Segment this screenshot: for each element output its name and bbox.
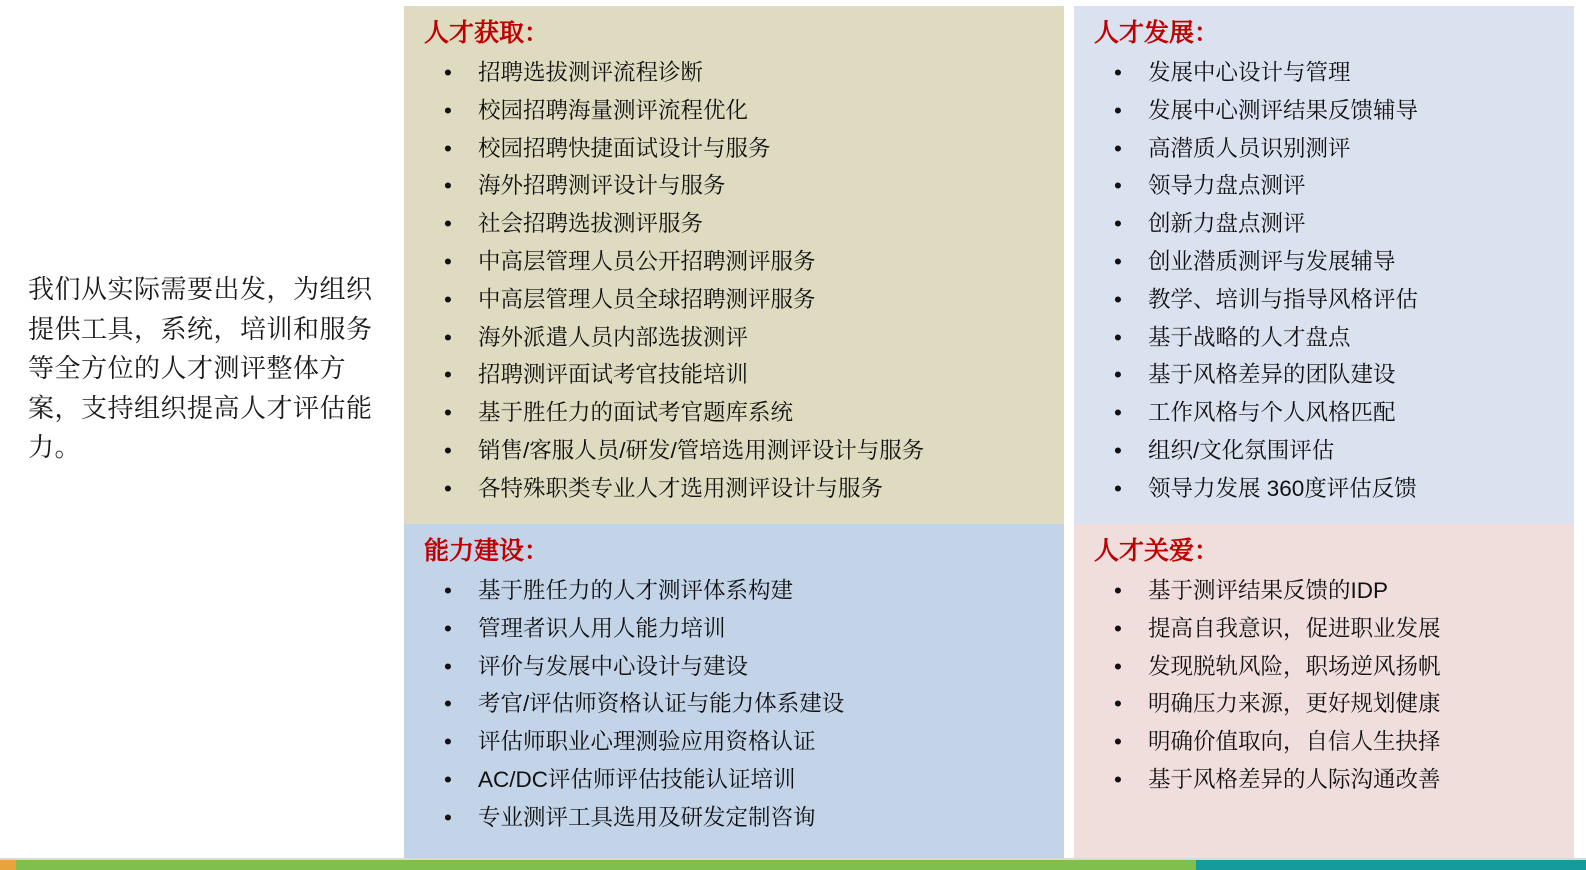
list-item-label: 评估师职业心理测验应用资格认证	[478, 729, 816, 755]
bullet-icon: •	[1114, 324, 1122, 350]
list-item	[422, 799, 1046, 837]
list-item	[422, 761, 1046, 799]
list-item	[1092, 130, 1556, 168]
bullet-icon: •	[1114, 475, 1122, 501]
list-item-label: 校园招聘快捷面试设计与服务	[478, 135, 771, 161]
list-item	[422, 685, 1046, 723]
bullet-icon: •	[444, 286, 452, 312]
list-item	[422, 648, 1046, 686]
list-item	[1092, 205, 1556, 243]
bullet-icon: •	[444, 804, 452, 830]
list-item	[422, 243, 1046, 281]
list-item-label: 基于胜任力的面试考官题库系统	[478, 400, 794, 426]
bullet-icon: •	[444, 766, 452, 792]
bullet-icon: •	[1114, 578, 1122, 603]
panel-capability-building	[404, 524, 1064, 858]
bullet-icon: •	[444, 60, 452, 85]
list-item-label: 基于战略的人才盘点	[1148, 324, 1351, 350]
list-item	[1092, 319, 1556, 357]
list-item	[1092, 167, 1556, 205]
list-item-label: 管理者识人用人能力培训	[478, 615, 726, 641]
bullet-icon: •	[1114, 691, 1122, 717]
footer-bar-teal	[1196, 860, 1586, 870]
list-item	[1092, 723, 1556, 761]
list-item-label: 领导力盘点测评	[1148, 173, 1306, 199]
bullet-icon: •	[444, 97, 452, 123]
list-item	[422, 356, 1046, 394]
list-item	[422, 432, 1046, 470]
footer-bar-green	[16, 860, 1196, 870]
list-item	[1092, 470, 1556, 508]
list-item-label: 社会招聘选拔测评服务	[478, 211, 704, 237]
list-item-label: 提高自我意识，促进职业发展	[1148, 615, 1441, 641]
list-item	[1092, 761, 1556, 799]
bullet-icon: •	[1114, 362, 1122, 388]
list-item	[422, 610, 1046, 648]
list-item	[1092, 394, 1556, 432]
list-item	[1092, 54, 1556, 92]
list-item-label: 基于测评结果反馈的IDP	[1148, 578, 1389, 603]
list-talent-care	[1092, 572, 1556, 799]
list-item	[422, 394, 1046, 432]
list-item	[422, 319, 1046, 357]
bullet-icon: •	[444, 211, 452, 237]
bullet-icon: •	[1114, 437, 1122, 463]
list-item-label: 发展中心测评结果反馈辅导	[1148, 97, 1419, 123]
list-item-label: 海外招聘测评设计与服务	[478, 173, 726, 199]
list-item-label: 评价与发展中心设计与建设	[478, 653, 749, 679]
list-item-label: 高潜质人员识别测评	[1148, 135, 1351, 161]
list-item-label: 发现脱轨风险，职场逆风扬帆	[1148, 653, 1441, 679]
bullet-icon: •	[1114, 653, 1122, 679]
bullet-icon: •	[444, 135, 452, 161]
bullet-icon: •	[1114, 211, 1122, 237]
list-item	[422, 281, 1046, 319]
list-item-label: 招聘选拔测评流程诊断	[478, 60, 704, 85]
bullet-icon: •	[444, 691, 452, 717]
right-column	[1074, 6, 1574, 858]
list-item-label: 基于风格差异的人际沟通改善	[1148, 766, 1441, 792]
bullet-icon: •	[444, 615, 452, 641]
list-item-label: 创新力盘点测评	[1148, 211, 1306, 237]
bullet-icon: •	[1114, 729, 1122, 755]
list-item-label: 明确价值取向，自信人生抉择	[1148, 729, 1441, 755]
list-item	[1092, 243, 1556, 281]
list-item-label: AC/DC评估师评估技能认证培训	[478, 766, 796, 792]
bullet-icon: •	[444, 400, 452, 426]
bullet-icon: •	[1114, 286, 1122, 312]
list-talent-development	[1092, 54, 1556, 508]
panel-talent-development	[1074, 6, 1574, 524]
list-item	[422, 205, 1046, 243]
bullet-icon: •	[444, 653, 452, 679]
list-item-label: 领导力发展 360度评估反馈	[1148, 475, 1417, 501]
list-item-label: 明确压力来源，更好规划健康	[1148, 691, 1441, 717]
list-item	[1092, 356, 1556, 394]
list-item-label: 教学、培训与指导风格评估	[1148, 286, 1419, 312]
panel-title-talent-development: 人才发展：	[1094, 19, 1220, 47]
panel-title-capability-building: 能力建设：	[424, 537, 550, 565]
list-item-label: 海外派遣人员内部选拔测评	[478, 324, 749, 350]
bullet-icon: •	[444, 729, 452, 755]
list-item	[1092, 610, 1556, 648]
list-item	[1092, 572, 1556, 610]
panel-title-talent-care: 人才关爱：	[1094, 537, 1220, 565]
list-item	[1092, 648, 1556, 686]
bullet-icon: •	[444, 578, 452, 603]
bullet-icon: •	[444, 475, 452, 501]
list-item-label: 基于胜任力的人才测评体系构建	[478, 578, 794, 603]
list-item-label: 基于风格差异的团队建设	[1148, 362, 1396, 388]
list-item	[1092, 92, 1556, 130]
list-item-label: 发展中心设计与管理	[1148, 60, 1351, 85]
panel-talent-acquisition	[404, 6, 1064, 524]
panel-title-talent-acquisition: 人才获取：	[424, 19, 550, 47]
list-item-label: 校园招聘海量测评流程优化	[478, 97, 749, 123]
bullet-icon: •	[444, 362, 452, 388]
bullet-icon: •	[1114, 97, 1122, 123]
bullet-icon: •	[1114, 766, 1122, 792]
list-item-label: 考官/评估师资格认证与能力体系建设	[478, 691, 845, 717]
list-item	[1092, 432, 1556, 470]
bullet-icon: •	[444, 324, 452, 350]
list-item-label: 工作风格与个人风格匹配	[1148, 400, 1396, 426]
bullet-icon: •	[1114, 400, 1122, 426]
list-item	[1092, 281, 1556, 319]
list-item	[422, 92, 1046, 130]
list-item	[422, 723, 1046, 761]
list-item-label: 各特殊职类专业人才选用测评设计与服务	[478, 475, 884, 501]
panel-talent-care	[1074, 524, 1574, 858]
bullet-icon: •	[1114, 173, 1122, 199]
list-item-label: 创业潜质测评与发展辅导	[1148, 248, 1396, 274]
list-item	[422, 130, 1046, 168]
list-item	[422, 572, 1046, 610]
left-column	[404, 6, 1064, 858]
list-item-label: 中高层管理人员公开招聘测评服务	[478, 248, 816, 274]
list-item	[422, 470, 1046, 508]
list-item-label: 组织/文化氛围评估	[1148, 437, 1335, 463]
list-item	[1092, 685, 1556, 723]
list-item-label: 中高层管理人员全球招聘测评服务	[478, 286, 816, 312]
bullet-icon: •	[1114, 60, 1122, 85]
bullet-icon: •	[1114, 615, 1122, 641]
bullet-icon: •	[1114, 135, 1122, 161]
bullet-icon: •	[444, 437, 452, 463]
bullet-icon: •	[444, 248, 452, 274]
intro-paragraph: 我们从实际需要出发，为组织提供工具，系统，培训和服务等全方位的人才测评整体方案，支持组织提高人才评估能力。	[28, 274, 373, 463]
list-talent-acquisition	[422, 54, 1046, 508]
list-item	[422, 54, 1046, 92]
list-item-label: 销售/客服人员/研发/管培选用测评设计与服务	[478, 437, 925, 463]
bullet-icon: •	[444, 173, 452, 199]
list-capability-building	[422, 572, 1046, 837]
list-item-label: 专业测评工具选用及研发定制咨询	[478, 804, 816, 830]
bullet-icon: •	[1114, 248, 1122, 274]
footer-bar-orange	[0, 860, 16, 870]
list-item-label: 招聘测评面试考官技能培训	[478, 362, 749, 388]
list-item	[422, 167, 1046, 205]
